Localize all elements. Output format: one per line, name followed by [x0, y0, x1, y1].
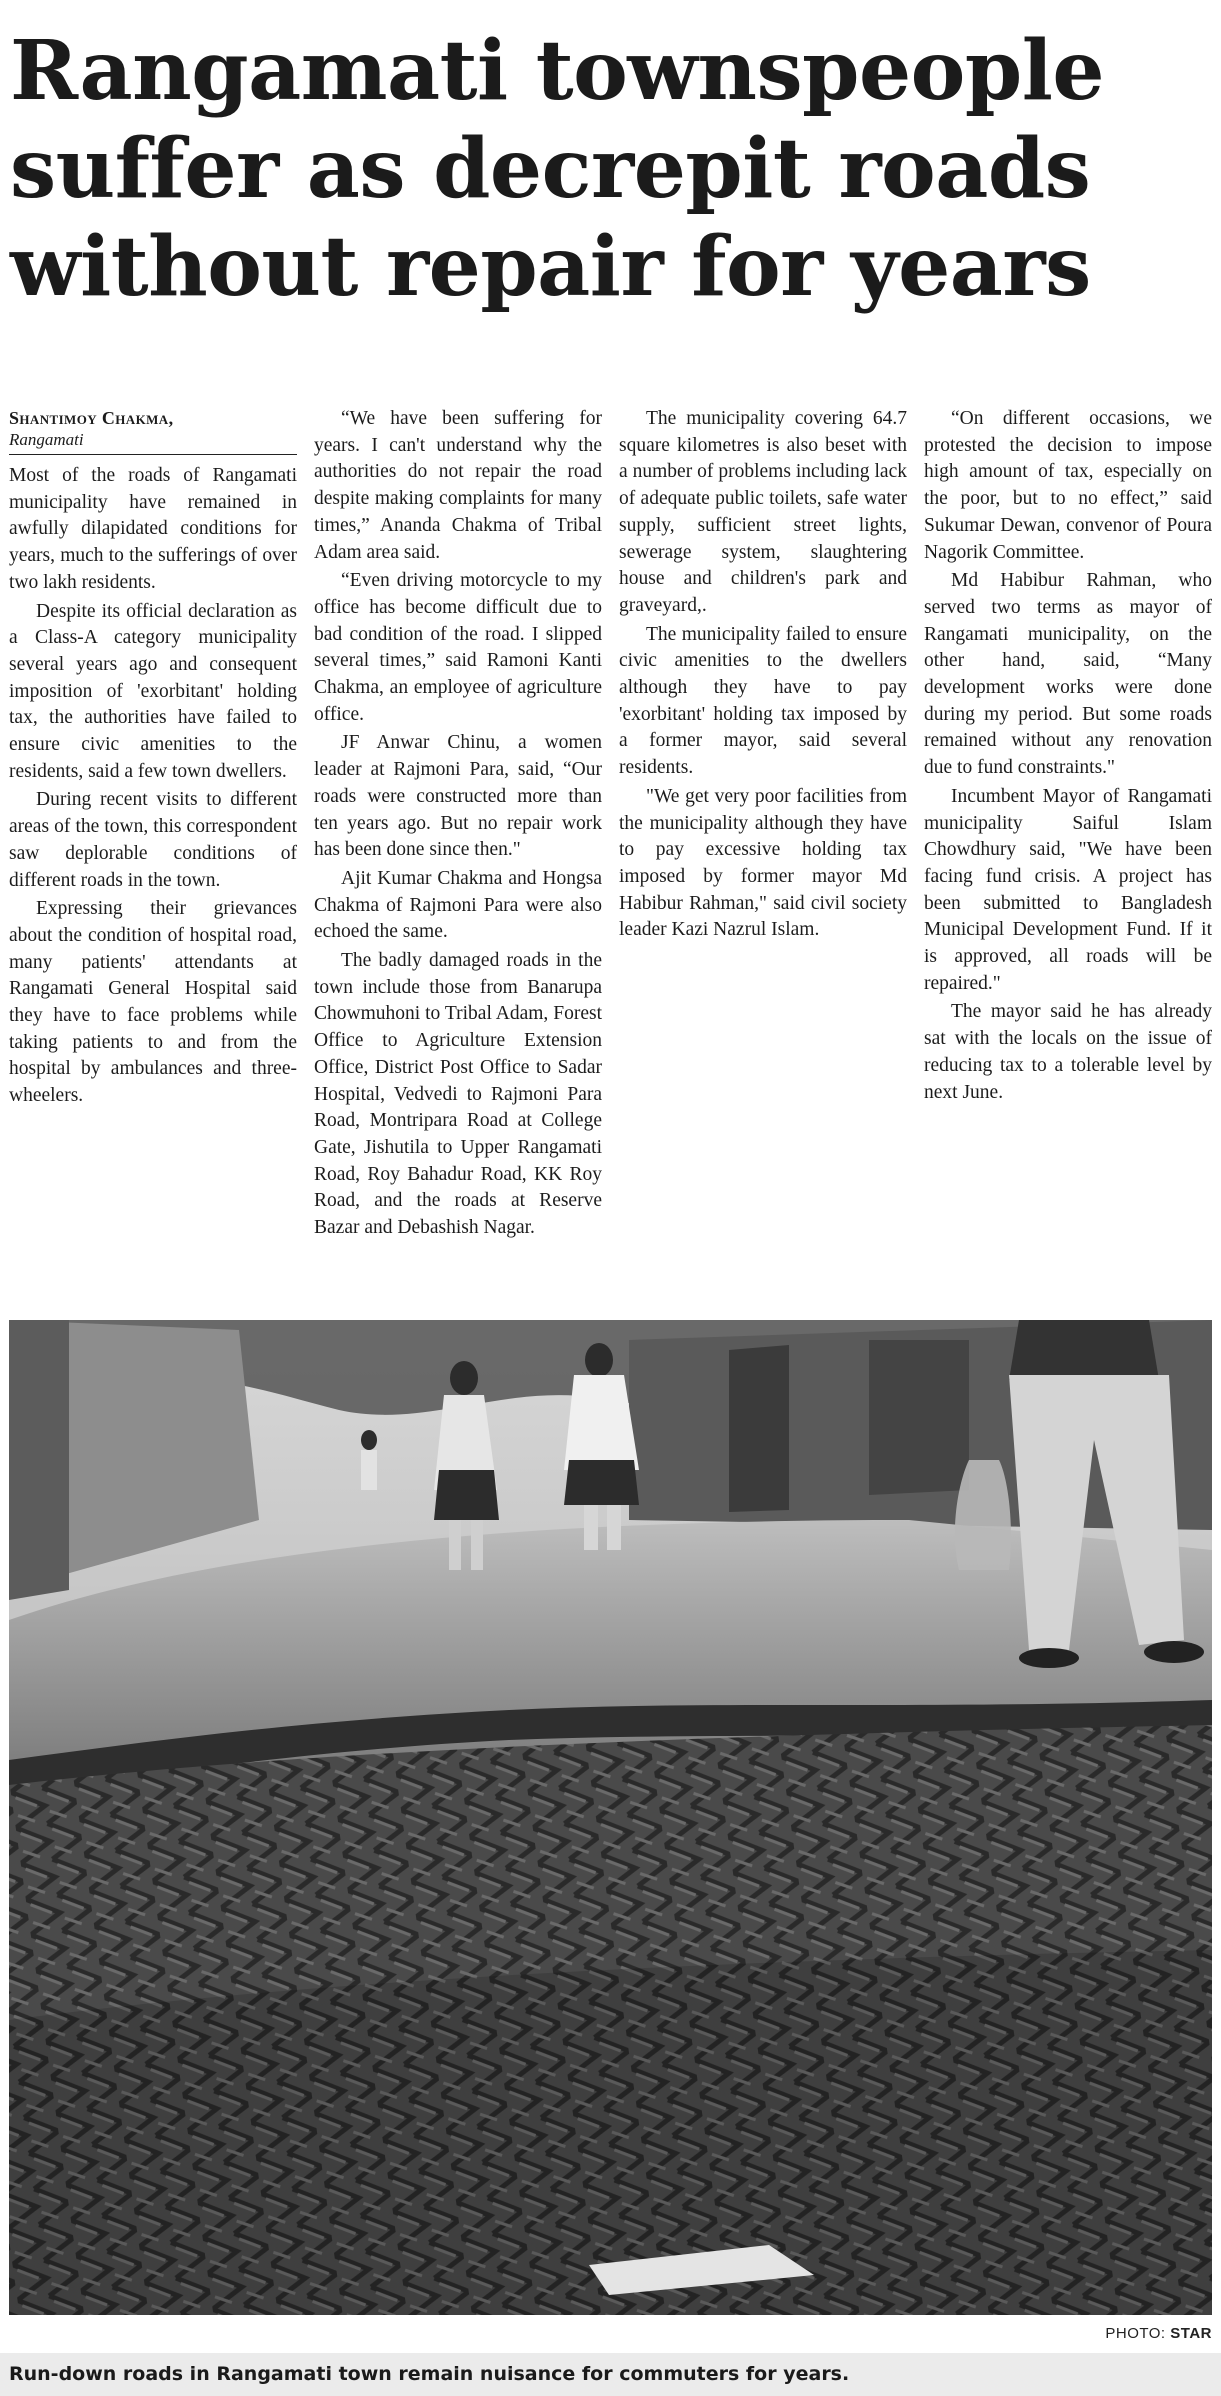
article-paragraph: Incumbent Mayor of Rangamati municipality Saiful Islam Chowdhury said, "We have been facing fund crisis. A project has been submitted to Bangladesh Municipal Development Fund. If it is approved, all roads will be repaired.": [924, 785, 1212, 994]
byline: [9, 406, 297, 455]
article-body: [9, 406, 1212, 1306]
news-photo: [9, 1320, 1212, 2315]
article-paragraph: The municipality covering 64.7 square kilometres is also beset with a number of problems including lack of adequate public toilets, safe water supply, sufficient street lights, sewerage system, slaughtering house and children's park and graveyard,.: [619, 408, 907, 616]
photo-credit-prefix: PHOTO:: [1105, 2325, 1171, 2342]
article-paragraph: The badly damaged roads in the town include those from Banarupa Chowmuhoni to Tribal Adam, Forest Office to Agriculture Extension Office, District Post Office to Sadar Hospital, Vedvedi to Rajmoni Para Road, Montripara Road at College Gate, Jishutila to Upper Rangamati Road, Roy Bahadur Road, KK Roy Road, and the roads at Reserve Bazar and Debashish Nagar.: [314, 950, 602, 1239]
article-paragraph: JF Anwar Chinu, a women leader at Rajmoni Para, said, “Our roads were constructed more than ten years ago. But no repair work has been done since then.": [314, 732, 602, 861]
article-column-1: [9, 406, 297, 1306]
caption-bar: [0, 2353, 1221, 2396]
article-paragraph: Despite its official declaration as a Class-A category municipality several years ago and consequent imposition of 'exorbitant' holding tax, the authorities have failed to ensure civic amenities to the residents, said a few town dwellers.: [9, 600, 297, 782]
photo-credit-source: STAR: [1170, 2325, 1212, 2342]
article-paragraph: Most of the roads of Rangamati municipality have remained in awfully dilapidated conditions for years, much to the sufferings of over two lakh residents.: [9, 465, 297, 593]
article-column-4: [924, 406, 1212, 1306]
photo-caption: Run-down roads in Rangamati town remain nuisance for commuters for years.: [9, 2363, 850, 2385]
article-paragraph: Md Habibur Rahman, who served two terms as mayor of Rangamati municipality, on the other hand, said, “Many development works were done during my period. But some roads remained without any renovation due to fund constraints.": [924, 570, 1212, 779]
article-paragraph: “We have been suffering for years. I can't understand why the authorities do not repair the road despite making complaints for many times,” Ananda Chakma of Tribal Adam area said.: [314, 408, 602, 563]
article-paragraph: “Even driving motorcycle to my office has become difficult due to bad condition of the road. I slipped several times,” said Ramoni Kanti Chakma, an employee of agriculture office.: [314, 570, 602, 725]
byline-author: Shantimoy Chakma,: [9, 408, 174, 428]
headline-line-2: suffer as decrepit roads: [10, 121, 1091, 217]
article-paragraph: During recent visits to different areas of the town, this correspondent saw deplorable conditions of different roads in the town.: [9, 789, 297, 891]
article-paragraph: The municipality failed to ensure civic amenities to the dwellers although they have to pay 'exorbitant' holding tax imposed by a former mayor, said several residents.: [619, 623, 907, 779]
article-column-2: [314, 406, 602, 1306]
byline-location: Rangamati: [9, 430, 84, 449]
article-paragraph: "We get very poor facilities from the municipality although they have to pay excessive holding tax imposed by former mayor Md Habibur Rahman," said civil society leader Kazi Nazrul Islam.: [619, 785, 907, 941]
photo-credit: [1105, 2324, 1212, 2344]
article-paragraph: The mayor said he has already sat with the locals on the issue of reducing tax to a tolerable level by next June.: [924, 1001, 1212, 1103]
photo-illustration: [9, 1320, 1212, 2315]
article-paragraph: Expressing their grievances about the condition of hospital road, many patients' attendants at Rangamati General Hospital said they have to face problems while taking patients to and from the hospital by ambulances and three-wheelers.: [9, 898, 297, 1107]
headline-line-1: Rangamati townspeople: [10, 23, 1105, 119]
article-paragraph: Ajit Kumar Chakma and Hongsa Chakma of Rajmoni Para were also echoed the same.: [314, 867, 602, 943]
article-paragraph: “On different occasions, we protested the decision to impose high amount of tax, especially on the poor, but to no effect,” said Sukumar Dewan, convenor of Poura Nagorik Committee.: [924, 408, 1212, 563]
headline-line-3: without repair for years: [10, 219, 1091, 315]
article-column-3: [619, 406, 907, 1306]
headline: [10, 22, 1200, 316]
